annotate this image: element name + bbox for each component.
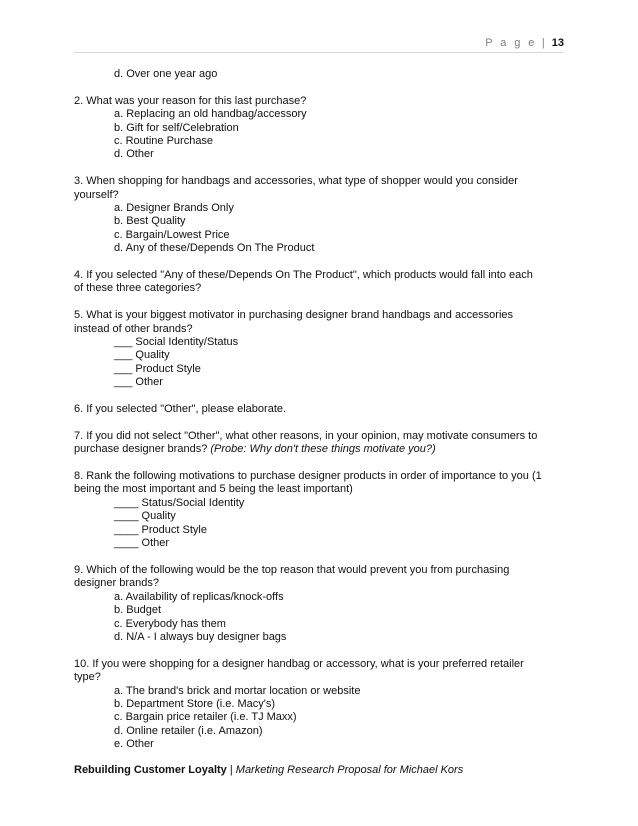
line-text: b. Gift for self/Celebration <box>114 121 239 134</box>
question-text <box>74 282 566 295</box>
line-text: ___ Social Identity/Status <box>114 336 239 349</box>
paragraph-gap <box>74 81 566 94</box>
answer-option <box>74 524 566 537</box>
answer-option <box>74 618 566 631</box>
answer-option <box>74 738 566 751</box>
line-text: e. Other <box>114 738 154 751</box>
question-text <box>74 269 566 282</box>
answer-option <box>74 725 566 738</box>
question-text <box>74 175 566 188</box>
line-text: a. Replacing an old handbag/accessory <box>114 108 307 121</box>
paragraph-gap <box>74 457 566 470</box>
line-text: designer brands? <box>74 577 160 590</box>
answer-option <box>74 510 566 523</box>
question-text <box>74 430 566 443</box>
answer-option <box>74 591 566 604</box>
paragraph-gap <box>74 162 566 175</box>
footer-subtitle: Marketing Research Proposal for Michael Kors <box>235 764 464 776</box>
footer-title: Rebuilding Customer Loyalty <box>74 764 227 776</box>
question-text <box>74 671 566 684</box>
answer-option <box>74 135 566 148</box>
question-text <box>74 403 566 416</box>
line-text: of these three categories? <box>74 282 202 295</box>
line-text: ___ Other <box>114 376 163 389</box>
line-text: 10. If you were shopping for a designer handbag or accessory, what is your preferred retailer <box>74 657 524 670</box>
survey-questions <box>74 68 566 752</box>
answer-option <box>74 349 566 362</box>
line-text: 9. Which of the following would be the top reason that would prevent you from purchasing <box>74 563 510 576</box>
answer-option <box>74 685 566 698</box>
question-text <box>74 95 566 108</box>
answer-option <box>74 336 566 349</box>
answer-option <box>74 215 566 228</box>
question-text <box>74 470 566 483</box>
line-text: ___ Product Style <box>114 362 201 375</box>
line-text: 5. What is your biggest motivator in purchasing designer brand handbags and accessories <box>74 309 514 322</box>
line-text: c. Bargain/Lowest Price <box>114 228 230 241</box>
question-text <box>74 189 566 202</box>
paragraph-gap <box>74 256 566 269</box>
question-text <box>74 309 566 322</box>
footer-separator: | <box>226 764 236 776</box>
answer-option <box>74 363 566 376</box>
question-text <box>74 443 566 456</box>
line-text: a. Availability of replicas/knock-offs <box>114 590 284 603</box>
line-text: ____ Other <box>114 537 170 550</box>
line-text: 3. When shopping for handbags and accessories, what type of shopper would you consider <box>74 175 518 188</box>
line-text: being the most important and 5 being the least important) <box>74 483 353 496</box>
line-text: ____ Status/Social Identity <box>114 496 245 509</box>
line-text: 8. Rank the following motivations to purchase designer products in order of importance to you (1 <box>74 470 542 483</box>
line-text: ____ Quality <box>114 510 176 523</box>
answer-option <box>74 229 566 242</box>
answer-option <box>74 631 566 644</box>
answer-option <box>74 242 566 255</box>
answer-option <box>74 108 566 121</box>
line-text: 6. If you selected "Other", please elaborate. <box>74 403 287 416</box>
line-text: b. Department Store (i.e. Macy's) <box>114 697 276 710</box>
page-number: 13 <box>551 37 564 49</box>
line-text: purchase designer brands? <box>74 443 211 456</box>
line-text: b. Best Quality <box>114 215 186 228</box>
answer-option <box>74 537 566 550</box>
line-text: 2. What was your reason for this last purchase? <box>74 94 307 107</box>
answer-option <box>74 148 566 161</box>
paragraph-gap <box>74 416 566 429</box>
line-text: d. Over one year ago <box>114 68 218 80</box>
line-text: 7. If you did not select "Other", what other reasons, in your opinion, may motivate consumers to <box>74 429 538 442</box>
question-text <box>74 483 566 496</box>
answer-option <box>74 202 566 215</box>
line-text: d. Other <box>114 148 154 161</box>
line-text: b. Budget <box>114 604 162 617</box>
answer-option <box>74 604 566 617</box>
answer-option <box>74 68 566 81</box>
line-text: a. The brand's brick and mortar location or website <box>114 684 361 697</box>
line-text: instead of other brands? <box>74 322 193 335</box>
paragraph-gap <box>74 551 566 564</box>
answer-option <box>74 698 566 711</box>
paragraph-gap <box>74 390 566 403</box>
question-text <box>74 564 566 577</box>
page-header <box>74 36 564 53</box>
line-text: 4. If you selected "Any of these/Depends On The Product", which products would fall into each <box>74 269 533 282</box>
line-text: c. Bargain price retailer (i.e. TJ Maxx) <box>114 711 297 724</box>
question-text <box>74 658 566 671</box>
answer-option <box>74 376 566 389</box>
line-text: ____ Product Style <box>114 523 207 536</box>
paragraph-gap <box>74 296 566 309</box>
paragraph-gap <box>74 644 566 657</box>
line-text: c. Routine Purchase <box>114 135 214 148</box>
line-text: type? <box>74 671 101 684</box>
answer-option <box>74 711 566 724</box>
line-text: d. Any of these/Depends On The Product <box>114 242 315 255</box>
line-text: d. N/A - I always buy designer bags <box>114 630 287 643</box>
page-label: P a g e <box>485 37 537 49</box>
question-text <box>74 323 566 336</box>
question-text <box>74 577 566 590</box>
line-text: a. Designer Brands Only <box>114 202 234 215</box>
line-text: ___ Quality <box>114 349 170 362</box>
line-text: yourself? <box>74 188 119 201</box>
probe-text: (Probe: Why don't these things motivate you?) <box>210 443 436 456</box>
answer-option <box>74 122 566 135</box>
answer-option <box>74 497 566 510</box>
page-separator: | <box>541 37 545 49</box>
line-text: d. Online retailer (i.e. Amazon) <box>114 724 263 737</box>
page-footer <box>74 763 564 777</box>
line-text: c. Everybody has them <box>114 617 226 630</box>
